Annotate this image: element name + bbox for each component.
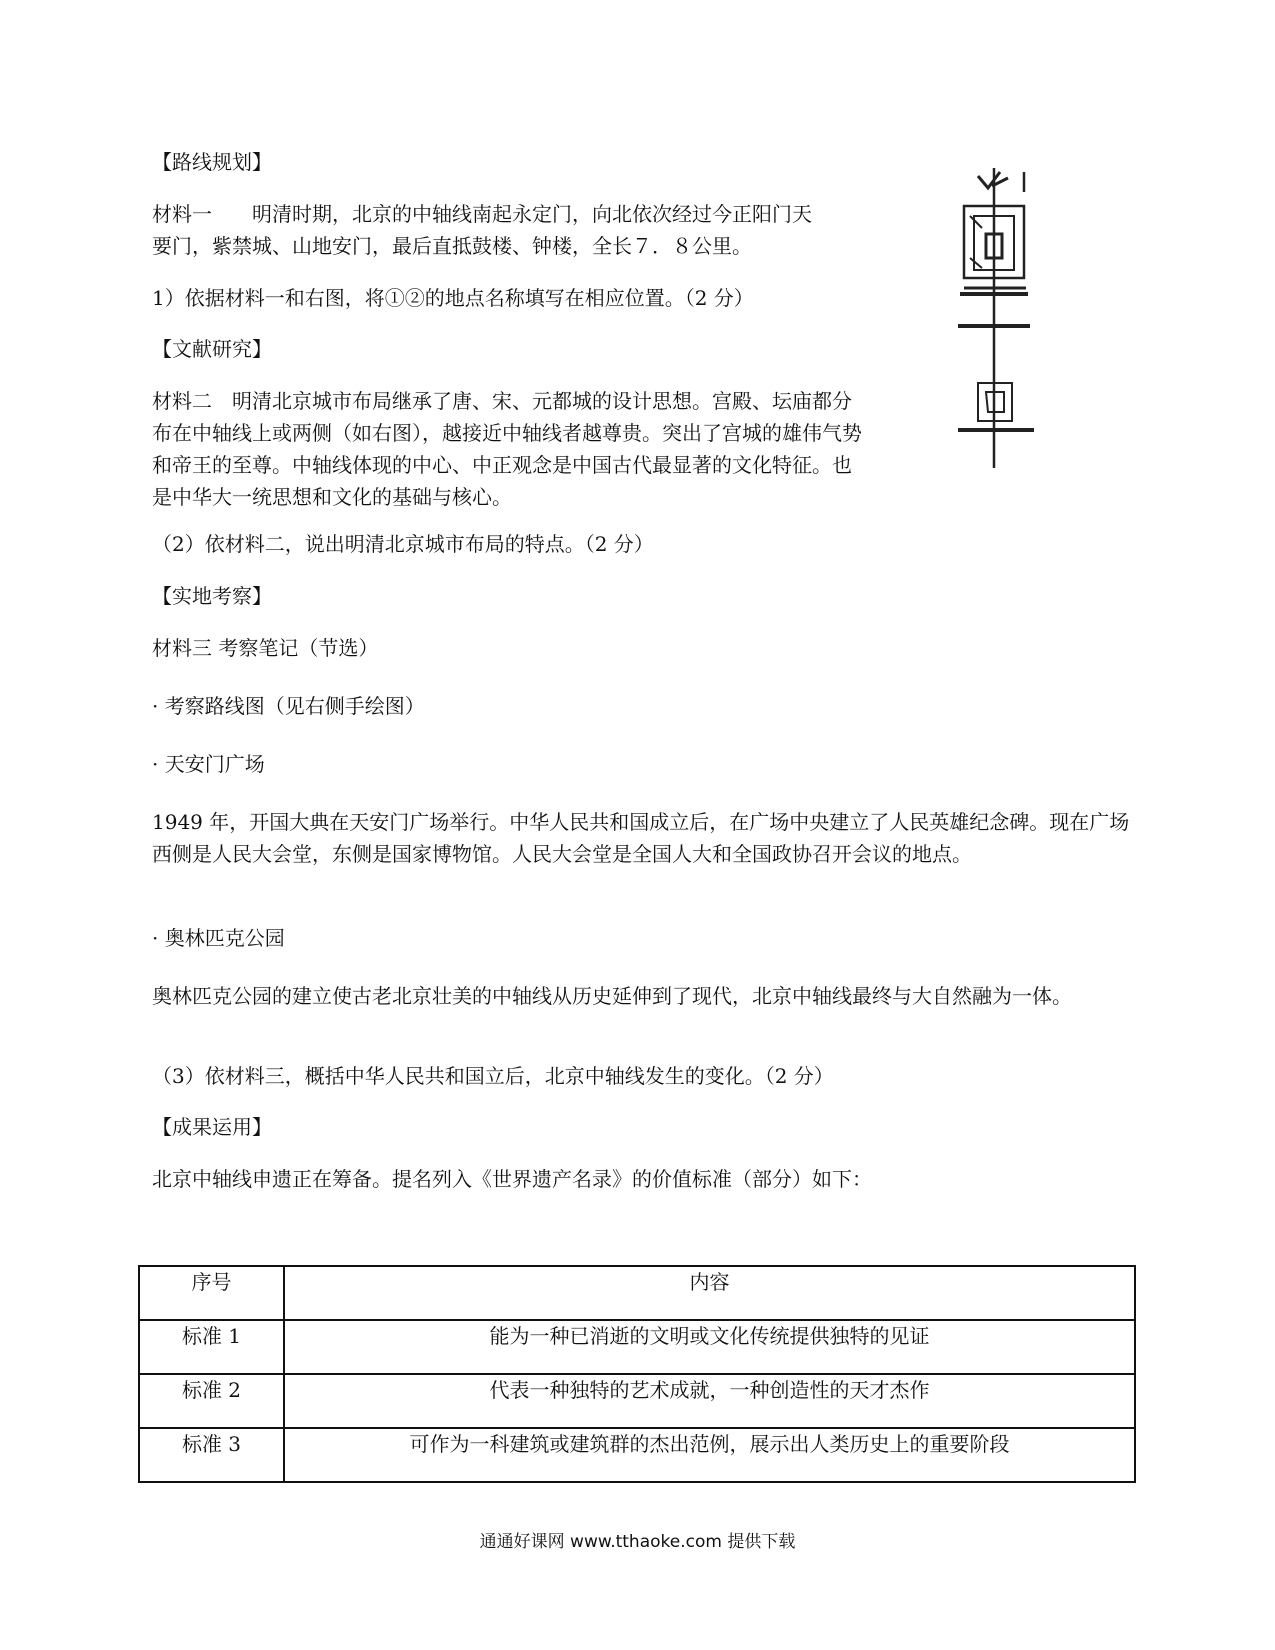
section-result-application: 【成果运用】 <box>152 1115 272 1139</box>
table-cell-content: 代表一种独特的艺术成就，一种创造性的天才杰作 <box>284 1374 1135 1428</box>
olympic-paragraph: 奥林匹克公园的建立使古老北京壮美的中轴线从历史延伸到了现代，北京中轴线最终与大自然融为一体。 <box>152 984 1072 1008</box>
table-cell-content: 能为一种已消逝的文明或文化传统提供独特的见证 <box>284 1320 1135 1374</box>
tiananmen-paragraph: 1949 年，开国大典在天安门广场举行。中华人民共和国成立后，在广场中央建立了人民英雄纪念碑。现在广场西侧是人民大会堂，东侧是国家博物馆。人民大会堂是全国人大和全国政协召开会议的地点。 <box>152 810 1130 866</box>
question-3: （3）依材料三，概括中华人民共和国立后，北京中轴线发生的变化。（2 分） <box>152 1064 834 1088</box>
table-row <box>139 1374 1135 1428</box>
table-row <box>139 1320 1135 1374</box>
table-cell-index: 标准 2 <box>139 1374 284 1428</box>
section-literature-research: 【文献研究】 <box>152 337 272 361</box>
bullet-olympic-park: · 奥林匹克公园 <box>152 926 285 950</box>
table-row <box>139 1428 1135 1482</box>
section-route-planning: 【路线规划】 <box>152 150 272 174</box>
footer-download-notice: 通通好课网 www.tthaoke.com 提供下载 <box>479 1532 796 1552</box>
section-field-survey: 【实地考察】 <box>152 584 272 608</box>
table-header-row <box>139 1266 1135 1320</box>
central-axis-map-figure <box>948 168 1040 468</box>
table-header-content: 内容 <box>284 1266 1135 1320</box>
table-cell-index: 标准 1 <box>139 1320 284 1374</box>
table-cell-index: 标准 3 <box>139 1428 284 1482</box>
material2-text: 材料二 明清北京城市布局继承了唐、宋、元都城的设计思想。宫殿、坛庙都分布在中轴线上或两侧（如右图），越接近中轴线者越尊贵。突出了宫城的雄伟气势和帝王的至尊。中轴线体现的中心、中正观念是中国古代最显著的文化特征。也是中华大一统思想和文化的基础与核心。 <box>152 389 862 509</box>
bullet-route-map: · 考察路线图（见右侧手绘图） <box>152 694 425 718</box>
material1-line1: 材料一 明清时期，北京的中轴线南起永定门，向北依次经过今正阳门天 <box>152 202 812 226</box>
table-header-index: 序号 <box>139 1266 284 1320</box>
criteria-table <box>138 1265 1136 1483</box>
question-2: （2）依材料二，说出明清北京城市布局的特点。（2 分） <box>152 532 654 556</box>
intro-text: 北京中轴线申遗正在筹备。提名列入《世界遗产名录》的价值标准（部分）如下： <box>152 1167 872 1191</box>
bullet-tiananmen-square: · 天安门广场 <box>152 752 265 776</box>
material3-title: 材料三 考察笔记（节选） <box>152 636 379 660</box>
table-cell-content: 可作为一科建筑或建筑群的杰出范例，展示出人类历史上的重要阶段 <box>284 1428 1135 1482</box>
material1-line2: 要门，紫禁城、山地安门，最后直抵鼓楼、钟楼，全长７．８公里。 <box>152 234 752 258</box>
question-1: 1）依据材料一和右图，将①②的地点名称填写在相应位置。（2 分） <box>152 286 754 310</box>
